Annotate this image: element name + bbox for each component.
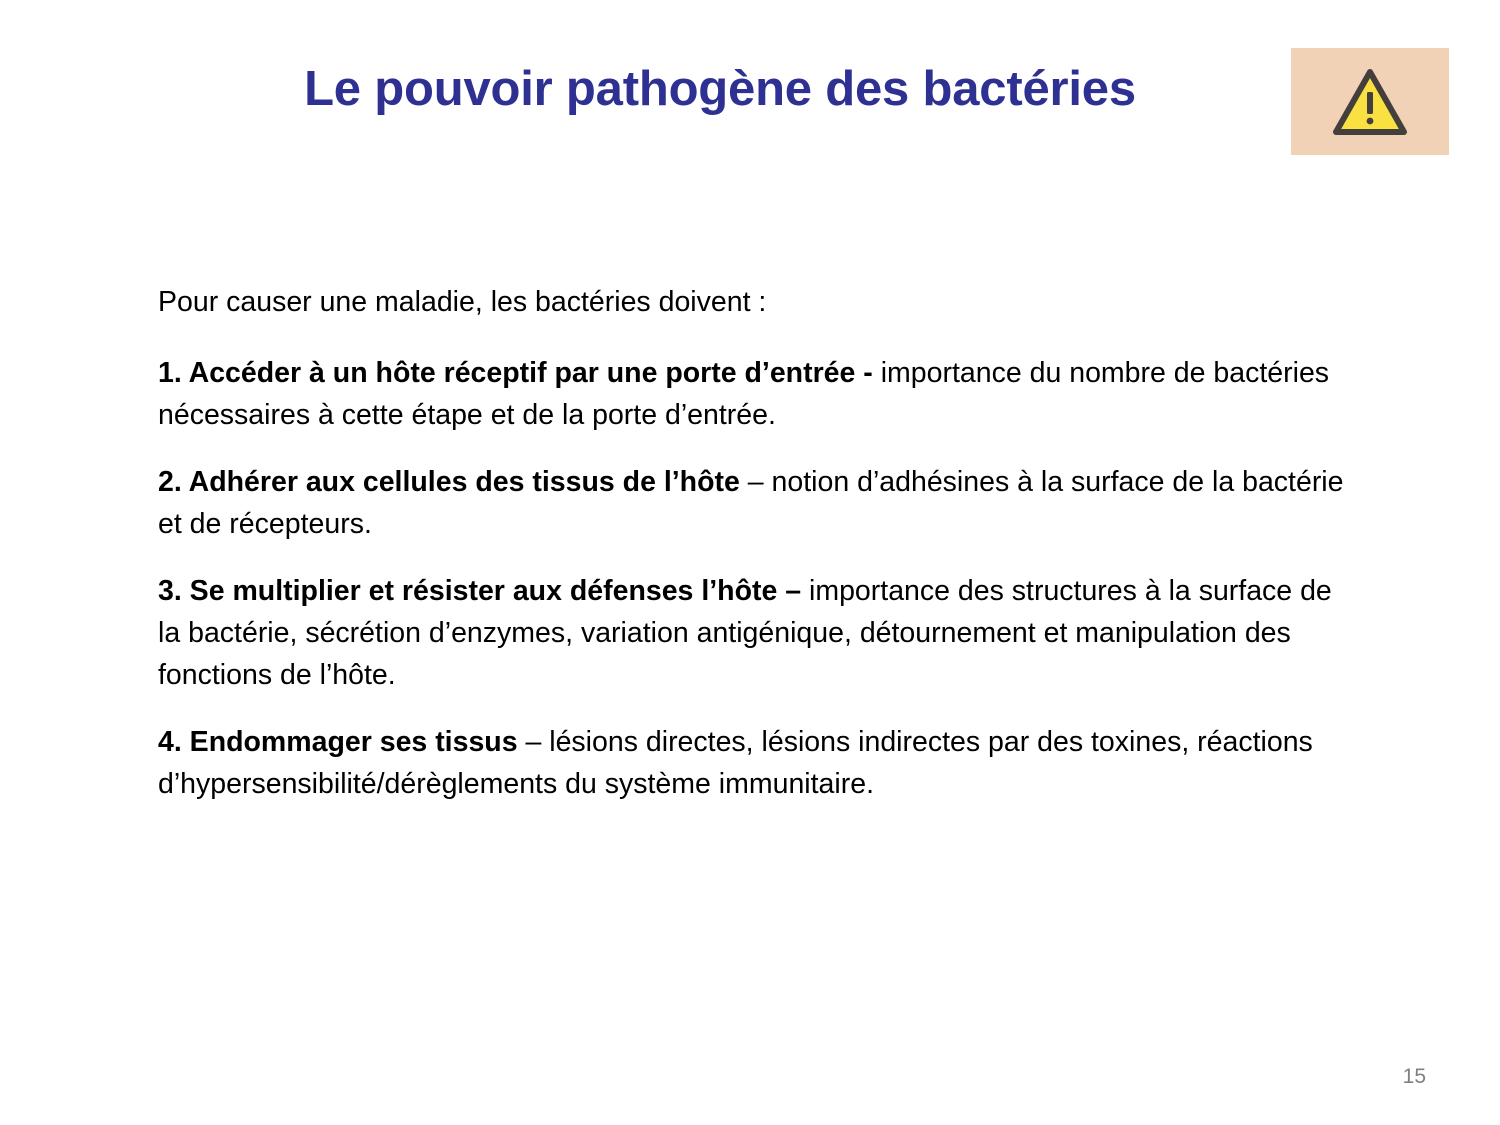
point-2-bold: 2. Adhérer aux cellules des tissus de l’hôte (158, 466, 740, 498)
list-item (158, 352, 1348, 436)
point-1-bold: 1. Accéder à un hôte réceptif par une porte d’entrée - (158, 357, 873, 389)
list-item (158, 570, 1348, 696)
point-2-rest: – notion d’adhésines à la surface de la bactérie et de récepteurs. (158, 466, 1344, 540)
body-content (158, 281, 1348, 805)
list-item (158, 461, 1348, 545)
point-3-rest: importance des structures à la surface de la bactérie, sécrétion d’enzymes, variation antigénique, détournement et manipulation des fonctions de l’hôte. (158, 575, 1332, 691)
slide-title-placeholder (180, 42, 1260, 138)
point-4-bold: 4. Endommager ses tissus (158, 726, 518, 758)
point-1-rest: importance du nombre de bactéries nécessaires à cette étape et de la porte d’entrée. (158, 357, 1330, 431)
lead-paragraph: Pour causer une maladie, les bactéries doivent : (158, 286, 767, 318)
point-3-bold: 3. Se multiplier et résister aux défenses l’hôte – (158, 575, 802, 607)
point-4-rest: – lésions directes, lésions indirectes par des toxines, réactions d’hypersensibilité/dérèglements du système immunitaire. (158, 726, 1313, 800)
page-number: 15 (1402, 1065, 1426, 1088)
warning-image-frame (1291, 48, 1449, 155)
list-item (158, 721, 1348, 805)
warning-triangle-icon (1332, 66, 1408, 138)
page-title: Le pouvoir pathogène des bactéries (304, 62, 1136, 117)
